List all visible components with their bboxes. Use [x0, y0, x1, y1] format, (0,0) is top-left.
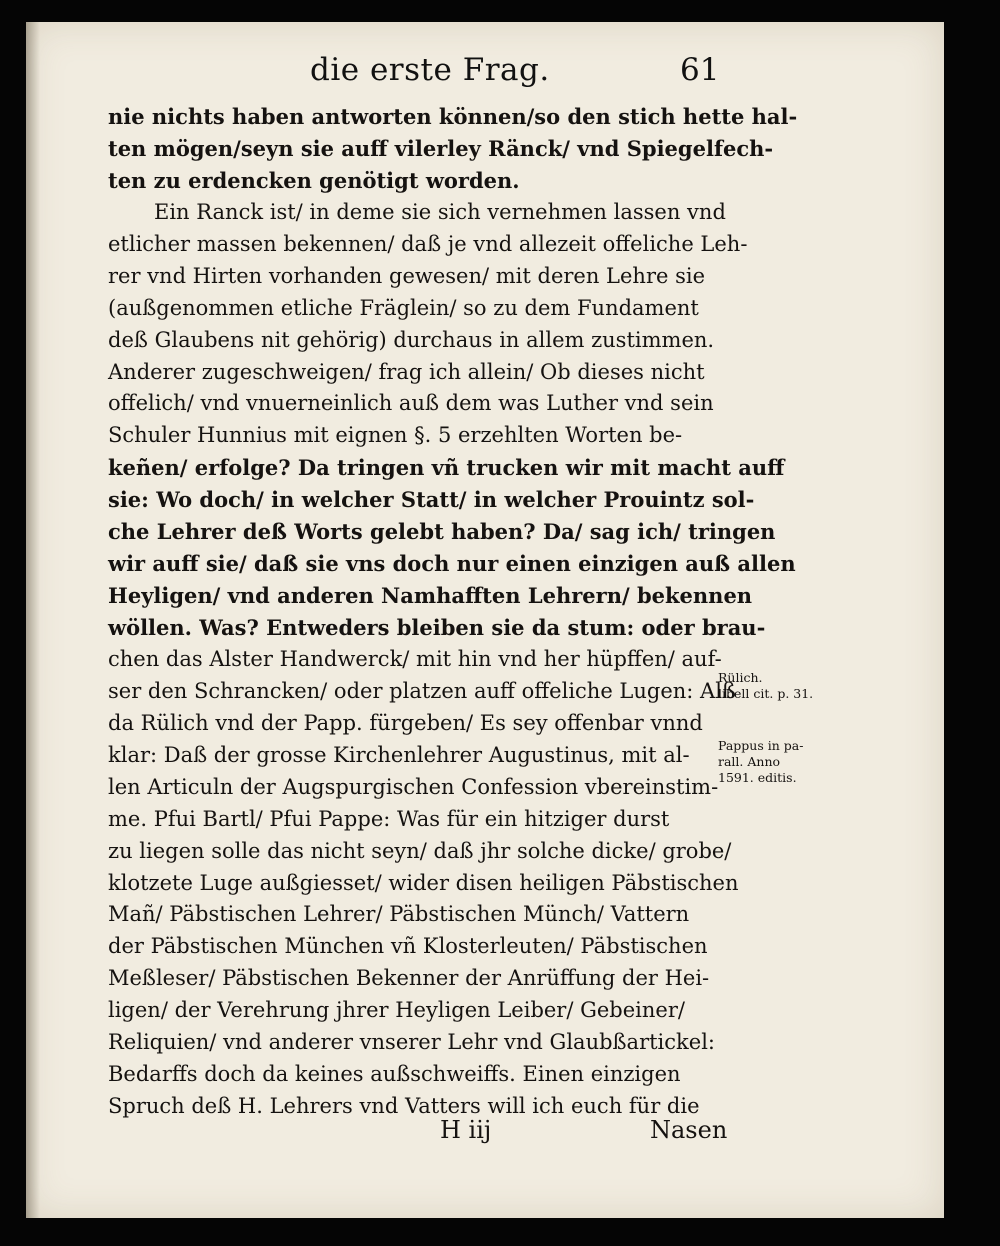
text-line: che Lehrer deß Worts gelebt haben? Da/ sag ich/ tringen: [108, 519, 776, 545]
text-line: Mañ/ Päbstischen Lehrer/ Päbstischen Münch/ Vattern: [108, 902, 690, 927]
margin-note-line: Rülich.: [718, 670, 763, 685]
margin-note-ruelich: [718, 670, 813, 702]
text-line: Heyligen/ vnd anderen Namhafften Lehrern/ bekennen: [108, 583, 753, 609]
text-line: deß Glaubens nit gehörig) durchaus in allem zustimmen.: [108, 327, 715, 352]
text-line: Ein Ranck ist/ in deme sie sich vernehmen lassen vnd: [154, 199, 726, 224]
text-line: keñen/ erfolge? Da tringen vñ trucken wir mit macht auff: [108, 455, 785, 481]
text-line: klotzete Luge außgiesset/ wider disen heiligen Päbstischen: [108, 870, 739, 895]
text-line: Reliquien/ vnd anderer vnserer Lehr vnd Glaubßartickel:: [108, 1030, 715, 1055]
text-line: Meßleser/ Päbstischen Bekenner der Anrüffung der Hei-: [108, 966, 710, 991]
margin-note-line: libell cit. p. 31.: [718, 686, 814, 701]
text-line: nie nichts haben antworten können/so den stich hette hal-: [108, 104, 798, 129]
text-line: ten zu erdencken genötigt worden.: [108, 167, 520, 193]
text-line: ser den Schrancken/ oder platzen auff offeliche Lugen: Alß: [108, 678, 736, 703]
text-line: Spruch deß H. Lehrers vnd Vatters will ich euch für die: [108, 1094, 700, 1119]
text-line: len Articuln der Augspurgischen Confession vbereinstim-: [108, 774, 719, 799]
text-line: ligen/ der Verehrung jhrer Heyligen Leiber/ Gebeiner/: [108, 998, 685, 1023]
text-line: der Päbstischen München vñ Klosterleuten/ Päbstischen: [108, 934, 708, 959]
running-head: die erste Frag.: [310, 52, 550, 88]
text-line: wir auff sie/ daß sie vns doch nur einen einzigen auß allen: [108, 551, 796, 577]
text-line: me. Pfui Bartl/ Pfui Pappe: Was für ein hitziger durst: [108, 806, 670, 831]
text-line: offelich/ vnd vnuerneinlich auß dem was Luther vnd sein: [108, 391, 714, 416]
text-line: wöllen. Was? Entweders bleiben sie da stum: oder brau-: [108, 615, 766, 640]
margin-note-line: Pappus in pa-: [718, 738, 804, 753]
text-line: zu liegen solle das nicht seyn/ daß jhr solche dicke/ grobe/: [108, 838, 732, 863]
page-gutter-shadow: [26, 22, 40, 1218]
page-number: 61: [680, 52, 720, 88]
text-line: Schuler Hunnius mit eignen §. 5 erzehlten Worten be-: [108, 423, 683, 448]
catchword: Nasen: [650, 1116, 728, 1144]
text-line: (außgenommen etliche Fräglein/ so zu dem Fundament: [108, 295, 699, 320]
text-line: rer vnd Hirten vorhanden gewesen/ mit deren Lehre sie: [108, 263, 706, 288]
text-line: klar: Daß der grosse Kirchenlehrer Augustinus, mit al-: [108, 742, 690, 767]
text-line: ten mögen/seyn sie auff vilerley Ränck/ vnd Spiegelfech-: [108, 135, 774, 161]
text-line: chen das Alster Handwerck/ mit hin vnd her hüpffen/ auf-: [108, 646, 722, 671]
text-line: da Rülich vnd der Papp. fürgeben/ Es sey offenbar vnnd: [108, 710, 703, 735]
text-line: Anderer zugeschweigen/ frag ich allein/ Ob dieses nicht: [108, 359, 705, 384]
margin-note-line: 1591. editis.: [718, 770, 797, 785]
margin-note-line: rall. Anno: [718, 754, 781, 769]
text-line: sie: Wo doch/ in welcher Statt/ in welcher Prouintz sol-: [108, 487, 755, 513]
text-line: Bedarffs doch da keines außschweiffs. Einen einzigen: [108, 1062, 681, 1087]
margin-note-pappus: [718, 738, 803, 786]
signature-mark: H iij: [440, 1116, 492, 1144]
text-line: etlicher massen bekennen/ daß je vnd allezeit offeliche Leh-: [108, 231, 748, 256]
